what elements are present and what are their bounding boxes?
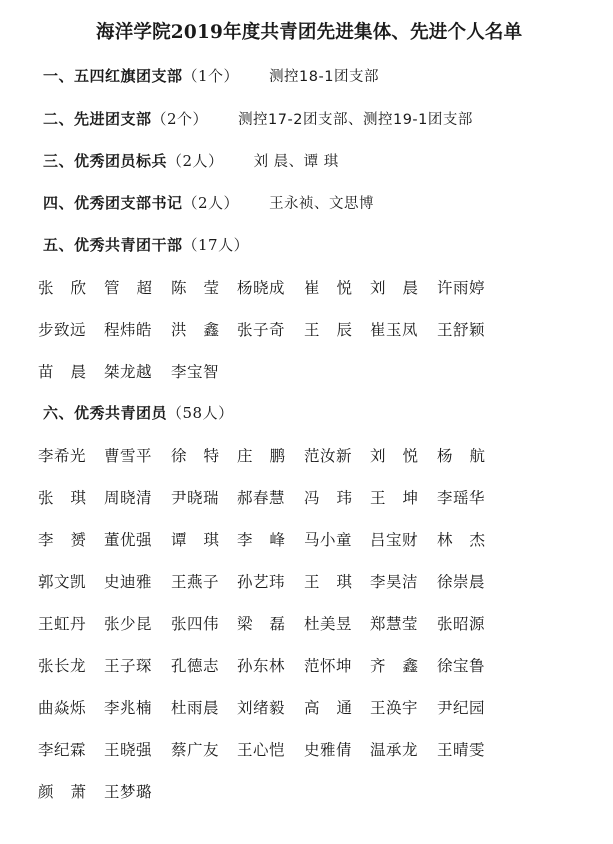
person-name: 王梦璐 [104, 783, 153, 801]
person-name: 李瑶华 [437, 489, 486, 507]
person-name: 范怀坤 [304, 657, 353, 675]
person-name: 张少昆 [104, 615, 153, 633]
person-name: 崔悦 [304, 279, 370, 297]
person-name: 张欣 [38, 279, 104, 297]
person-name: 尹纪园 [437, 699, 486, 717]
person-name: 崔玉凤 [370, 321, 419, 339]
person-name: 杨晓成 [237, 279, 286, 297]
person-name: 孔德志 [171, 657, 220, 675]
section-value: 王永祯、文思博 [269, 196, 375, 212]
person-name: 张琪 [38, 489, 104, 507]
person-name: 李昊洁 [370, 573, 419, 591]
person-name: 周晓清 [104, 489, 153, 507]
section-count: （1个） [182, 67, 240, 85]
person-name: 李峰 [237, 531, 303, 549]
person-name: 王晴雯 [437, 741, 486, 759]
section-count: （2个） [151, 110, 209, 128]
person-name: 步致远 [38, 321, 87, 339]
person-name: 郭文凯 [38, 573, 87, 591]
person-name: 王心恺 [237, 741, 286, 759]
section-value: 测控18-1团支部 [269, 69, 379, 85]
section-count: （17人） [182, 236, 250, 254]
person-name: 刘悦 [370, 447, 436, 465]
person-name: 孙艺玮 [237, 573, 286, 591]
person-name: 张子奇 [237, 321, 286, 339]
person-name: 郑慧莹 [370, 615, 419, 633]
person-name: 许雨婷 [437, 279, 486, 297]
person-name: 冯玮 [304, 489, 370, 507]
person-name: 王燕子 [171, 573, 220, 591]
person-name: 王子琛 [104, 657, 153, 675]
section-value: 测控17-2团支部、测控19-1团支部 [238, 112, 473, 128]
person-name: 王舒颖 [437, 321, 486, 339]
person-name: 郝春慧 [237, 489, 286, 507]
section-heading: 二、先进团支部 [43, 110, 152, 128]
section-count: （2人） [167, 152, 224, 170]
person-name: 刘晨 [370, 279, 436, 297]
section-heading: 三、优秀团员标兵 [43, 152, 168, 170]
person-name: 苗晨 [38, 363, 104, 381]
person-name: 温承龙 [370, 741, 419, 759]
section-count: （2人） [182, 194, 240, 212]
person-name: 梁磊 [237, 615, 303, 633]
section-youth-flag-branch [43, 65, 379, 86]
person-name: 徐宝鲁 [437, 657, 486, 675]
person-name: 范汝新 [304, 447, 353, 465]
person-name: 程炜皓 [104, 321, 153, 339]
section-youth-members [43, 402, 234, 423]
person-name: 洪鑫 [171, 321, 237, 339]
person-name: 王坤 [370, 489, 436, 507]
person-name: 蔡广友 [171, 741, 220, 759]
person-name: 高通 [304, 699, 370, 717]
person-name: 徐特 [171, 447, 237, 465]
section-youth-cadres [43, 234, 249, 255]
person-name: 谭琪 [171, 531, 237, 549]
person-name: 王辰 [304, 321, 370, 339]
person-name: 陈莹 [171, 279, 237, 297]
section-value: 刘 晨、谭 琪 [253, 154, 339, 170]
person-name: 杨航 [437, 447, 503, 465]
person-name: 王虹丹 [38, 615, 87, 633]
person-name: 吕宝财 [370, 531, 419, 549]
person-name: 王涣宇 [370, 699, 419, 717]
person-name: 董优强 [104, 531, 153, 549]
person-name: 杜美昱 [304, 615, 353, 633]
person-name: 马小童 [304, 531, 353, 549]
person-name: 张长龙 [38, 657, 87, 675]
person-name: 曲焱烁 [38, 699, 87, 717]
person-name: 齐鑫 [370, 657, 436, 675]
section-heading: 六、优秀共青团员 [43, 404, 168, 422]
section-heading: 五、优秀共青团干部 [43, 236, 183, 254]
person-name: 史迪雅 [104, 573, 153, 591]
person-name: 林杰 [437, 531, 503, 549]
section-advanced-branch [43, 108, 473, 129]
person-name: 杜雨晨 [171, 699, 220, 717]
person-name: 颜萧 [38, 783, 104, 801]
section-model-members [43, 150, 339, 171]
person-name: 徐崇晨 [437, 573, 486, 591]
person-name: 李宝智 [171, 363, 220, 381]
person-name: 李兆楠 [104, 699, 153, 717]
section-heading: 四、优秀团支部书记 [43, 194, 183, 212]
person-name: 李纪霖 [38, 741, 87, 759]
section-count: （58人） [167, 404, 234, 422]
person-name: 桀龙越 [104, 363, 153, 381]
person-name: 史雅倩 [304, 741, 353, 759]
section-heading: 一、五四红旗团支部 [43, 67, 183, 85]
person-name: 庄鹏 [237, 447, 303, 465]
person-name: 王琪 [304, 573, 370, 591]
person-name: 李希光 [38, 447, 87, 465]
person-name: 李赟 [38, 531, 104, 549]
person-name: 尹晓瑞 [171, 489, 220, 507]
person-name: 王晓强 [104, 741, 153, 759]
person-name: 刘绪毅 [237, 699, 286, 717]
person-name: 张昭源 [437, 615, 486, 633]
person-name: 孙东林 [237, 657, 286, 675]
section-branch-secretaries [43, 192, 374, 213]
document-title: 海洋学院2019年度共青团先进集体、先进个人名单 [96, 22, 523, 43]
person-name: 曹雪平 [104, 447, 153, 465]
person-name: 管超 [104, 279, 170, 297]
person-name: 张四伟 [171, 615, 220, 633]
